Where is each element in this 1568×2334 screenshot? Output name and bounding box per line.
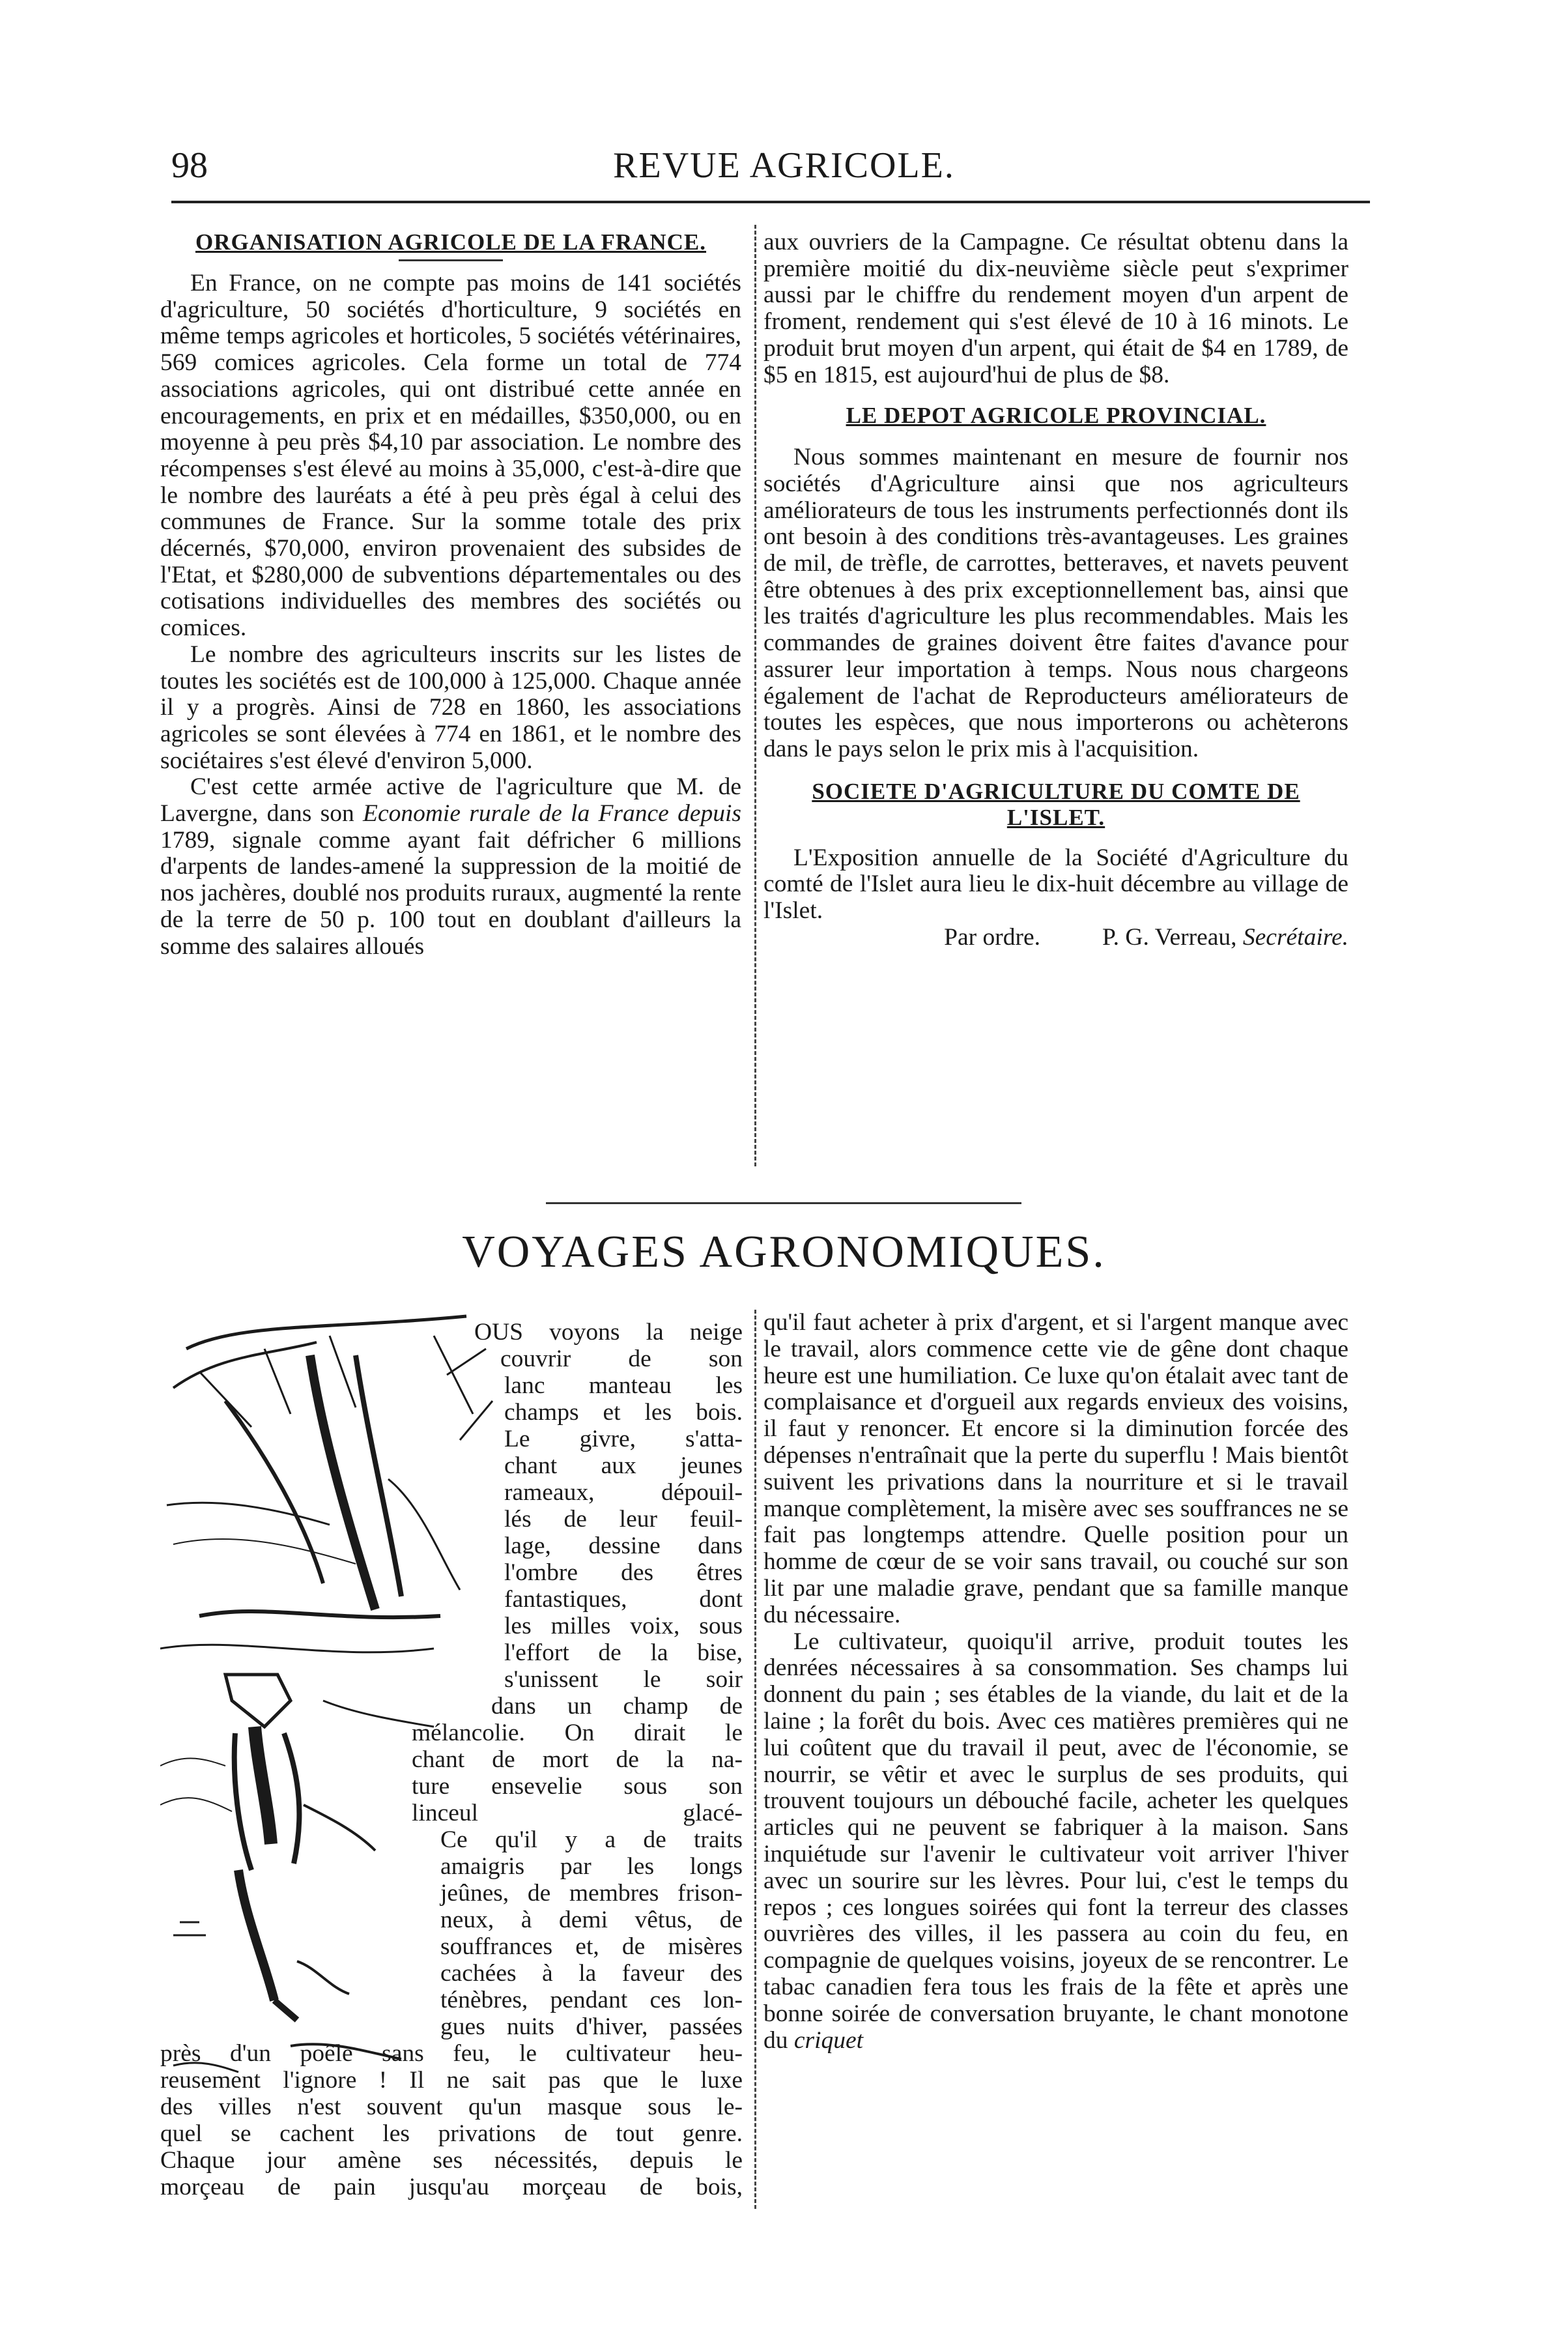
text-line: neux, à demi vêtus, de — [440, 1907, 743, 1933]
text-line: morçeau de pain jusqu'au morçeau de bois, — [160, 2174, 743, 2200]
italic-word: criquet — [793, 2026, 864, 2054]
journal-title: REVUE AGRICOLE. — [613, 145, 955, 186]
text-line: champs et les bois. — [504, 1399, 743, 1426]
text-line: cachées à la faveur des — [440, 1960, 743, 1987]
section-rule — [546, 1202, 1021, 1204]
text-line: des villes n'est souvent qu'un masque sous le- — [160, 2094, 743, 2120]
paragraph: En France, on ne compte pas moins de 141 sociétés d'agriculture, 50 sociétés d'horticulture, 9 sociétés en même temps agricoles et horticoles, 5 sociétés vétérinaires, 569 comices agricoles. Cela forme un total de 774 associations agricoles, qui ont distribué cette année en encouragements, en prix et en médailles, $350,000, ou en moyenne à peu près $4,10 par association. Le nombre des récompenses s'est élevé au moins à 35,000, c'est-à-dire que le nombre des lauréats a été à peu près égal à celui des communes de France. Sur la somme totale des prix décernés, $70,000, environ provenaient des subsides de l'Etat, et $280,000 de subventions départementales ou des cotisations individuelles des membres des sociétés ou comices. — [160, 270, 741, 642]
text-line: lage, dessine dans — [504, 1533, 743, 1559]
page-number: 98 — [171, 145, 208, 186]
paragraph: qu'il faut acheter à prix d'argent, et si l'argent manque avec le travail, alors commence cette vie de gêne dont chaque heure est une humiliation. Ce luxe qu'on étalait avec tant de complaisance et d'orgueil aux regards envieux des voisins, il faut y renoncer. Et encore si la diminution forcée des dépenses n'entraînait que la perte du superflu ! Mais bientôt suivent les privations dans la nourriture et si le travail manque complètement, la misère avec ses souffrances ne se fait pas longtemps attendre. Quelle position pour un homme de cœur de se voir sans travail, ou couché sur son lit par une maladie grave, pendant que sa famille manque du nécessaire. — [763, 1309, 1348, 1628]
text-line: près d'un poêle sans feu, le cultivateur heu- — [160, 2040, 743, 2067]
text-line: l'effort de la bise, — [504, 1639, 743, 1666]
text-line: linceul glacé- — [412, 1800, 743, 1826]
column-separator — [754, 1310, 756, 2209]
text-line: gues nuits d'hiver, passées — [440, 2013, 743, 2040]
text-line: couvrir de son — [500, 1346, 743, 1372]
text-line: Ce qu'il y a de traits — [440, 1826, 743, 1853]
signature-role: Secrétaire. — [1242, 923, 1348, 951]
book-title: Economie rurale de la France depuis — [363, 800, 742, 828]
text-line: mélancolie. On dirait le — [412, 1720, 743, 1746]
lower-right-column — [763, 1310, 1348, 2054]
column-separator — [754, 225, 756, 1166]
text-line: Chaque jour amène ses nécessités, depuis le — [160, 2147, 743, 2174]
upper-left-column — [160, 229, 741, 960]
text-line: Le givre, s'atta- — [504, 1426, 743, 1452]
text-line: l'ombre des êtres — [504, 1559, 743, 1586]
text-line: souffrances et, de misères — [440, 1933, 743, 1960]
upper-right-column — [763, 229, 1348, 951]
signature-order: Par ordre. — [944, 923, 1040, 951]
paragraph: Nous sommes maintenant en mesure de fournir nos sociétés d'Agriculture ainsi que nos agriculteurs améliorateurs de tous les instruments perfectionnés dont ils ont besoin à des conditions très-avantageuses. Les graines de mil, de trèfle, de carrottes, betteraves, et navets peuvent être obtenues à des prix exceptionnellement bas, ainsi que les traités d'agriculture les plus recommendables. Mais les commandes de graines doivent être faites d'avance pour assurer leur importation à temps. Nous nous chargeons également de l'achat de Reproducteurs améliorateurs de toutes les espèces, que nous importerons ou achèterons dans le pays selon le prix mis à l'acquisition. — [763, 444, 1348, 762]
section-title-voyages: VOYAGES AGRONOMIQUES. — [462, 1227, 1106, 1277]
text-line: lés de leur feuil- — [504, 1506, 743, 1533]
text-line: fantastiques, dont — [504, 1586, 743, 1613]
text-line: chant de mort de la na- — [412, 1746, 743, 1773]
text-line: quel se cachent les privations de tout genre. — [160, 2120, 743, 2147]
text-line: amaigris par les longs — [440, 1853, 743, 1880]
paragraph — [160, 774, 741, 960]
paragraph: L'Exposition annuelle de la Société d'Agriculture du comté de l'Islet aura lieu le dix-huit décembre au village de l'Islet. — [763, 844, 1348, 925]
text-line: rameaux, dépouil- — [504, 1479, 743, 1506]
spacer — [763, 831, 1348, 845]
signature-line — [763, 925, 1348, 951]
text-line: ture ensevelie sous son — [412, 1773, 743, 1800]
paragraph — [763, 1629, 1348, 2054]
article-title-islet-line1: SOCIETE D'AGRICULTURE DU COMTE DE — [812, 778, 1300, 804]
text-line: lanc manteau les — [504, 1372, 743, 1399]
text-line: OUS voyons la neige — [474, 1319, 743, 1346]
text-line: dans un champ de — [491, 1693, 743, 1720]
title-rule — [399, 259, 503, 261]
text-line: chant aux jeunes — [504, 1452, 743, 1479]
spacer — [763, 429, 1348, 444]
text-line: s'unissent le soir — [504, 1666, 743, 1693]
text-line: jeûnes, de membres frison- — [440, 1880, 743, 1907]
header-rule — [171, 201, 1370, 203]
text-run: Le cultivateur, quoiqu'il arrive, produit toutes les denrées nécessaires à sa consommation. Ses champs lui donnent du pain ; ses étables de la viande, du lait et de la laine ; la forêt du bois. Avec ces matières premières qui ne lui coûtent que du travail il peut, avec de l'économie, se nourrir, se vêtir et avec le surplus de ses produits, qui trouvent toujours un débouché facile, acheter les quelques articles qui ne peuvent se fabriquer à la maison. Sans inquiétude sur l'avenir le cultivateur voit arriver l'hiver avec un sourire sur les lèvres. Pour lui, c'est le temps du repos ; ces longues soirées qui font la terreur des classes ouvrières des villes, il les passera au coin du feu, en compagnie de quelques voisins, joyeux de se rencontrer. Le tabac canadien fera tous les frais de la fête et après une bonne soirée de conversation bruyante, le chant monotone du — [763, 1628, 1348, 2054]
text-line: les milles voix, sous — [504, 1613, 743, 1639]
article-title-depot: LE DEPOT AGRICOLE PROVINCIAL. — [846, 403, 1266, 429]
text-line: reusement l'ignore ! Il ne sait pas que le luxe — [160, 2067, 743, 2094]
paragraph: Le nombre des agriculteurs inscrits sur les listes de toutes les sociétés est de 100,000 à 125,000. Chaque année il y a progrès. Ainsi de 728 en 1860, les associations agricoles se sont élevées à 774 en 1861, et le nombre des sociétaires s'est élevé d'environ 5,000. — [160, 641, 741, 774]
text-run: 1789, signale comme ayant fait défricher 6 millions d'arpents de landes-amené la suppression de la moitié de nos jachères, doublé nos produits ruraux, augmenté la rente de la terre de 50 p. 100 tout en doublant d'ailleurs la somme des salaires alloués — [160, 826, 741, 960]
paragraph: aux ouvriers de la Campagne. Ce résultat obtenu dans la première moitié du dix-neuvième siècle peut s'exprimer aussi par le chiffre du rendement moyen d'un arpent de froment, rendement qui s'est élevé de 10 à 16 minots. Le produit brut moyen d'un arpent, qui était de $4 en 1789, de $5 en 1815, est aujourd'hui de plus de $8. — [763, 229, 1348, 388]
text-line: ténèbres, pendant ces lon- — [440, 1987, 743, 2013]
signature-name: P. G. Verreau, — [1102, 923, 1243, 951]
text-run: C'est cette armée active de l'agriculture que M. de Lavergne, dans son — [160, 773, 741, 828]
article-title-organisation: ORGANISATION AGRICOLE DE LA FRANCE. — [195, 229, 707, 255]
article-title-islet-line2: L'ISLET. — [1006, 804, 1105, 830]
